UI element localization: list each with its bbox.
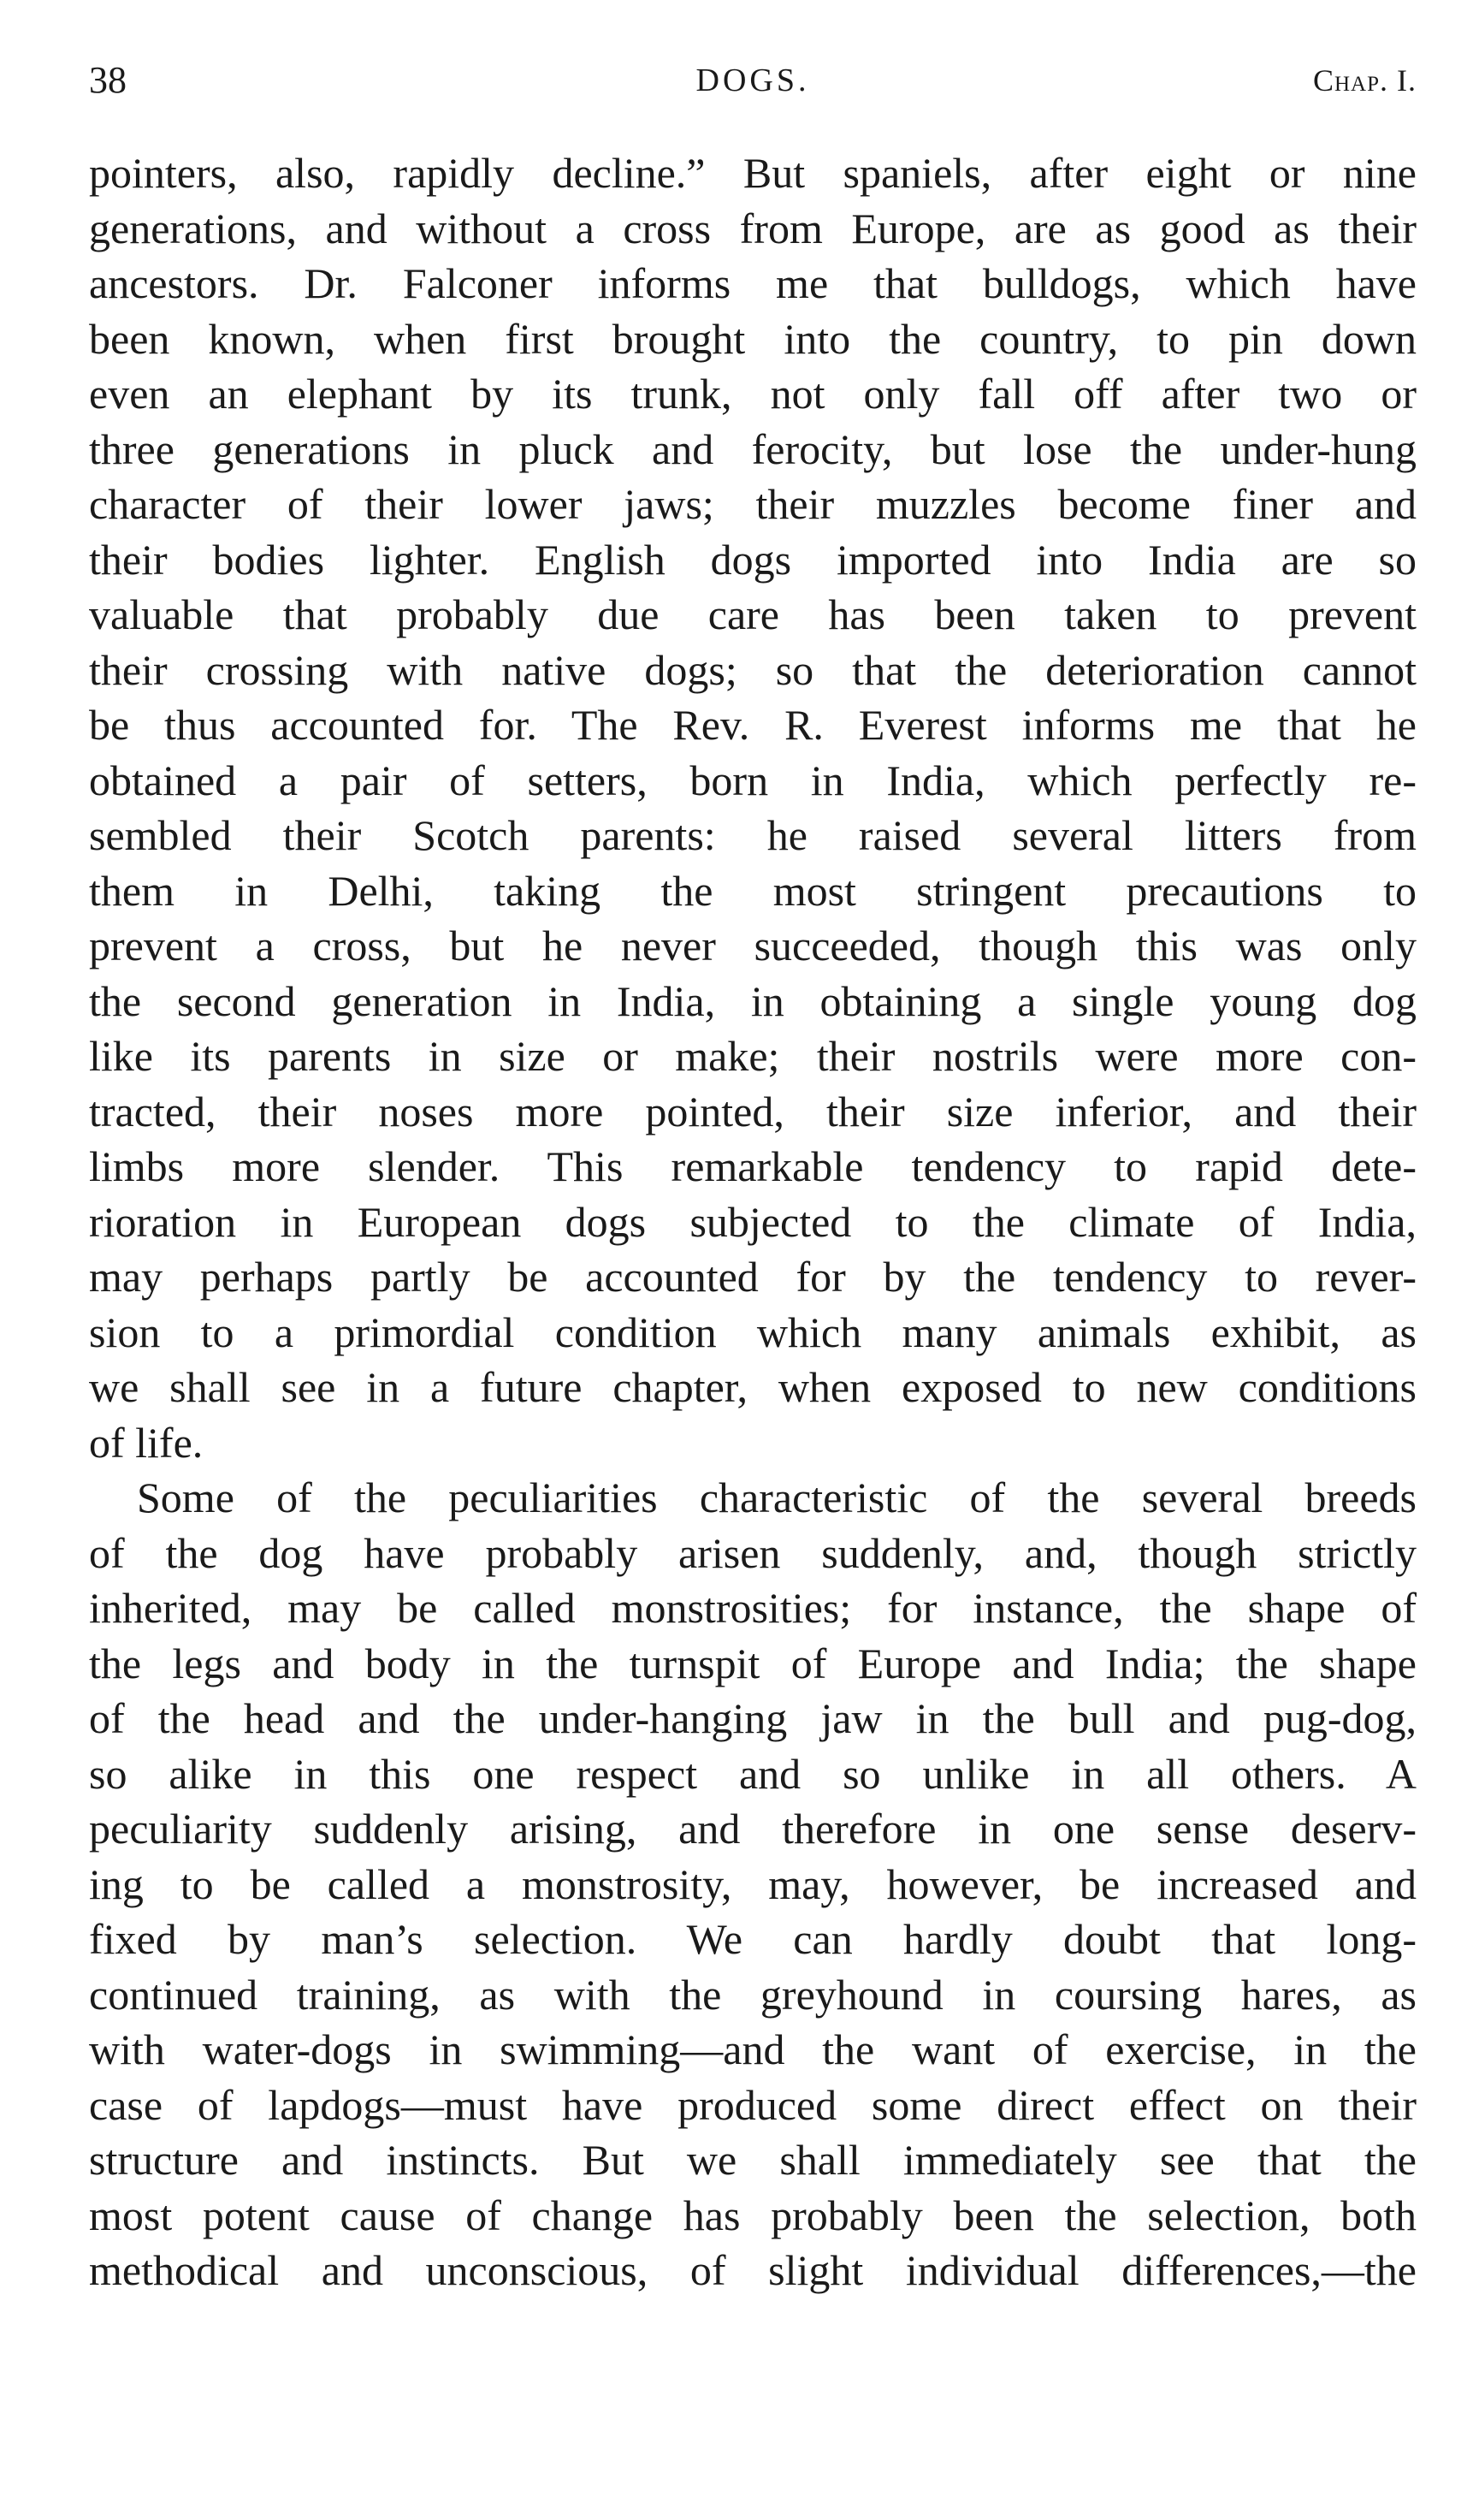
text-line: peculiarity suddenly arising, and therefore in one sense deserv-	[89, 1805, 1417, 1853]
text-line: obtained a pair of setters, born in India, which perfectly re-	[89, 756, 1417, 804]
page-number: 38	[89, 59, 127, 101]
text-line: been known, when first brought into the country, to pin down	[89, 314, 1417, 363]
text-line: we shall see in a future chapter, when exposed to new conditions	[89, 1363, 1417, 1411]
text-line: their crossing with native dogs; so that the deterioration cannot	[89, 645, 1417, 694]
text-line: pointers, also, rapidly decline.” But spaniels, after eight or nine	[89, 149, 1417, 197]
text-line: generations, and without a cross from Europe, are as good as their	[89, 204, 1417, 252]
text-line: most potent cause of change has probably been the selection, both	[89, 2191, 1417, 2239]
text-line: of the head and the under-hanging jaw in the bull and pug-dog,	[89, 1694, 1417, 1742]
paragraph	[89, 1470, 1417, 2298]
text-line: be thus accounted for. The Rev. R. Everest informs me that he	[89, 701, 1417, 749]
text-line: prevent a cross, but he never succeeded, though this was only	[89, 922, 1417, 969]
paragraph	[89, 145, 1417, 1470]
text-line: rioration in European dogs subjected to the climate of India,	[89, 1197, 1417, 1246]
text-line: tracted, their noses more pointed, their size inferior, and their	[89, 1087, 1417, 1135]
text-line: may perhaps partly be accounted for by the tendency to rever-	[89, 1253, 1417, 1301]
text-line: continued training, as with the greyhound in coursing hares, as	[89, 1970, 1417, 2019]
text-line: valuable that probably due care has been taken to prevent	[89, 590, 1417, 638]
text-line: inherited, may be called monstrosities; for instance, the shape of	[89, 1584, 1417, 1632]
text-line: ancestors. Dr. Falconer informs me that bulldogs, which have	[89, 259, 1417, 307]
text-line: structure and instincts. But we shall immediately see that the	[89, 2136, 1417, 2184]
text-line: like its parents in size or make; their nostrils were more con-	[89, 1032, 1417, 1080]
text-line: Some of the peculiarities characteristic of the several breeds	[137, 1473, 1417, 1521]
text-line: character of their lower jaws; their muzzles become finer and	[89, 480, 1417, 528]
text-line: even an elephant by its trunk, not only fall off after two or	[89, 370, 1417, 418]
text-line: so alike in this one respect and so unlike in all others. A	[89, 1749, 1417, 1798]
text-line: sion to a primordial condition which many animals exhibit, as	[89, 1307, 1417, 1356]
text-line: three generations in pluck and ferocity, but lose the under-hung	[89, 424, 1417, 473]
text-line: the legs and body in the turnspit of Europe and India; the shape	[89, 1639, 1417, 1687]
text-line: methodical and unconscious, of slight individual differences,—the	[89, 2246, 1417, 2294]
text-line: with water-dogs in swimming—and the want of exercise, in the	[89, 2025, 1417, 2073]
text-line: ing to be called a monstrosity, may, however, be increased and	[89, 1859, 1417, 1908]
running-head	[89, 55, 1417, 106]
text-line: of the dog have probably arisen suddenly, and, though strictly	[89, 1528, 1417, 1577]
text-line: them in Delhi, taking the most stringent precautions to	[89, 866, 1417, 915]
text-line: the second generation in India, in obtaining a single young dog	[89, 976, 1417, 1025]
chapter-reference: Chap. I.	[1312, 63, 1417, 98]
body-text	[89, 145, 1417, 2298]
running-title: DOGS.	[695, 62, 810, 98]
text-line: case of lapdogs—must have produced some direct effect on their	[89, 2080, 1417, 2129]
text-line: their bodies lighter. English dogs imported into India are so	[89, 535, 1417, 584]
text-line: fixed by man’s selection. We can hardly doubt that long-	[89, 1915, 1417, 1963]
text-line: limbs more slender. This remarkable tendency to rapid dete-	[89, 1142, 1417, 1190]
text-line: sembled their Scotch parents: he raised several litters from	[89, 811, 1417, 859]
text-line: of life.	[89, 1418, 204, 1467]
